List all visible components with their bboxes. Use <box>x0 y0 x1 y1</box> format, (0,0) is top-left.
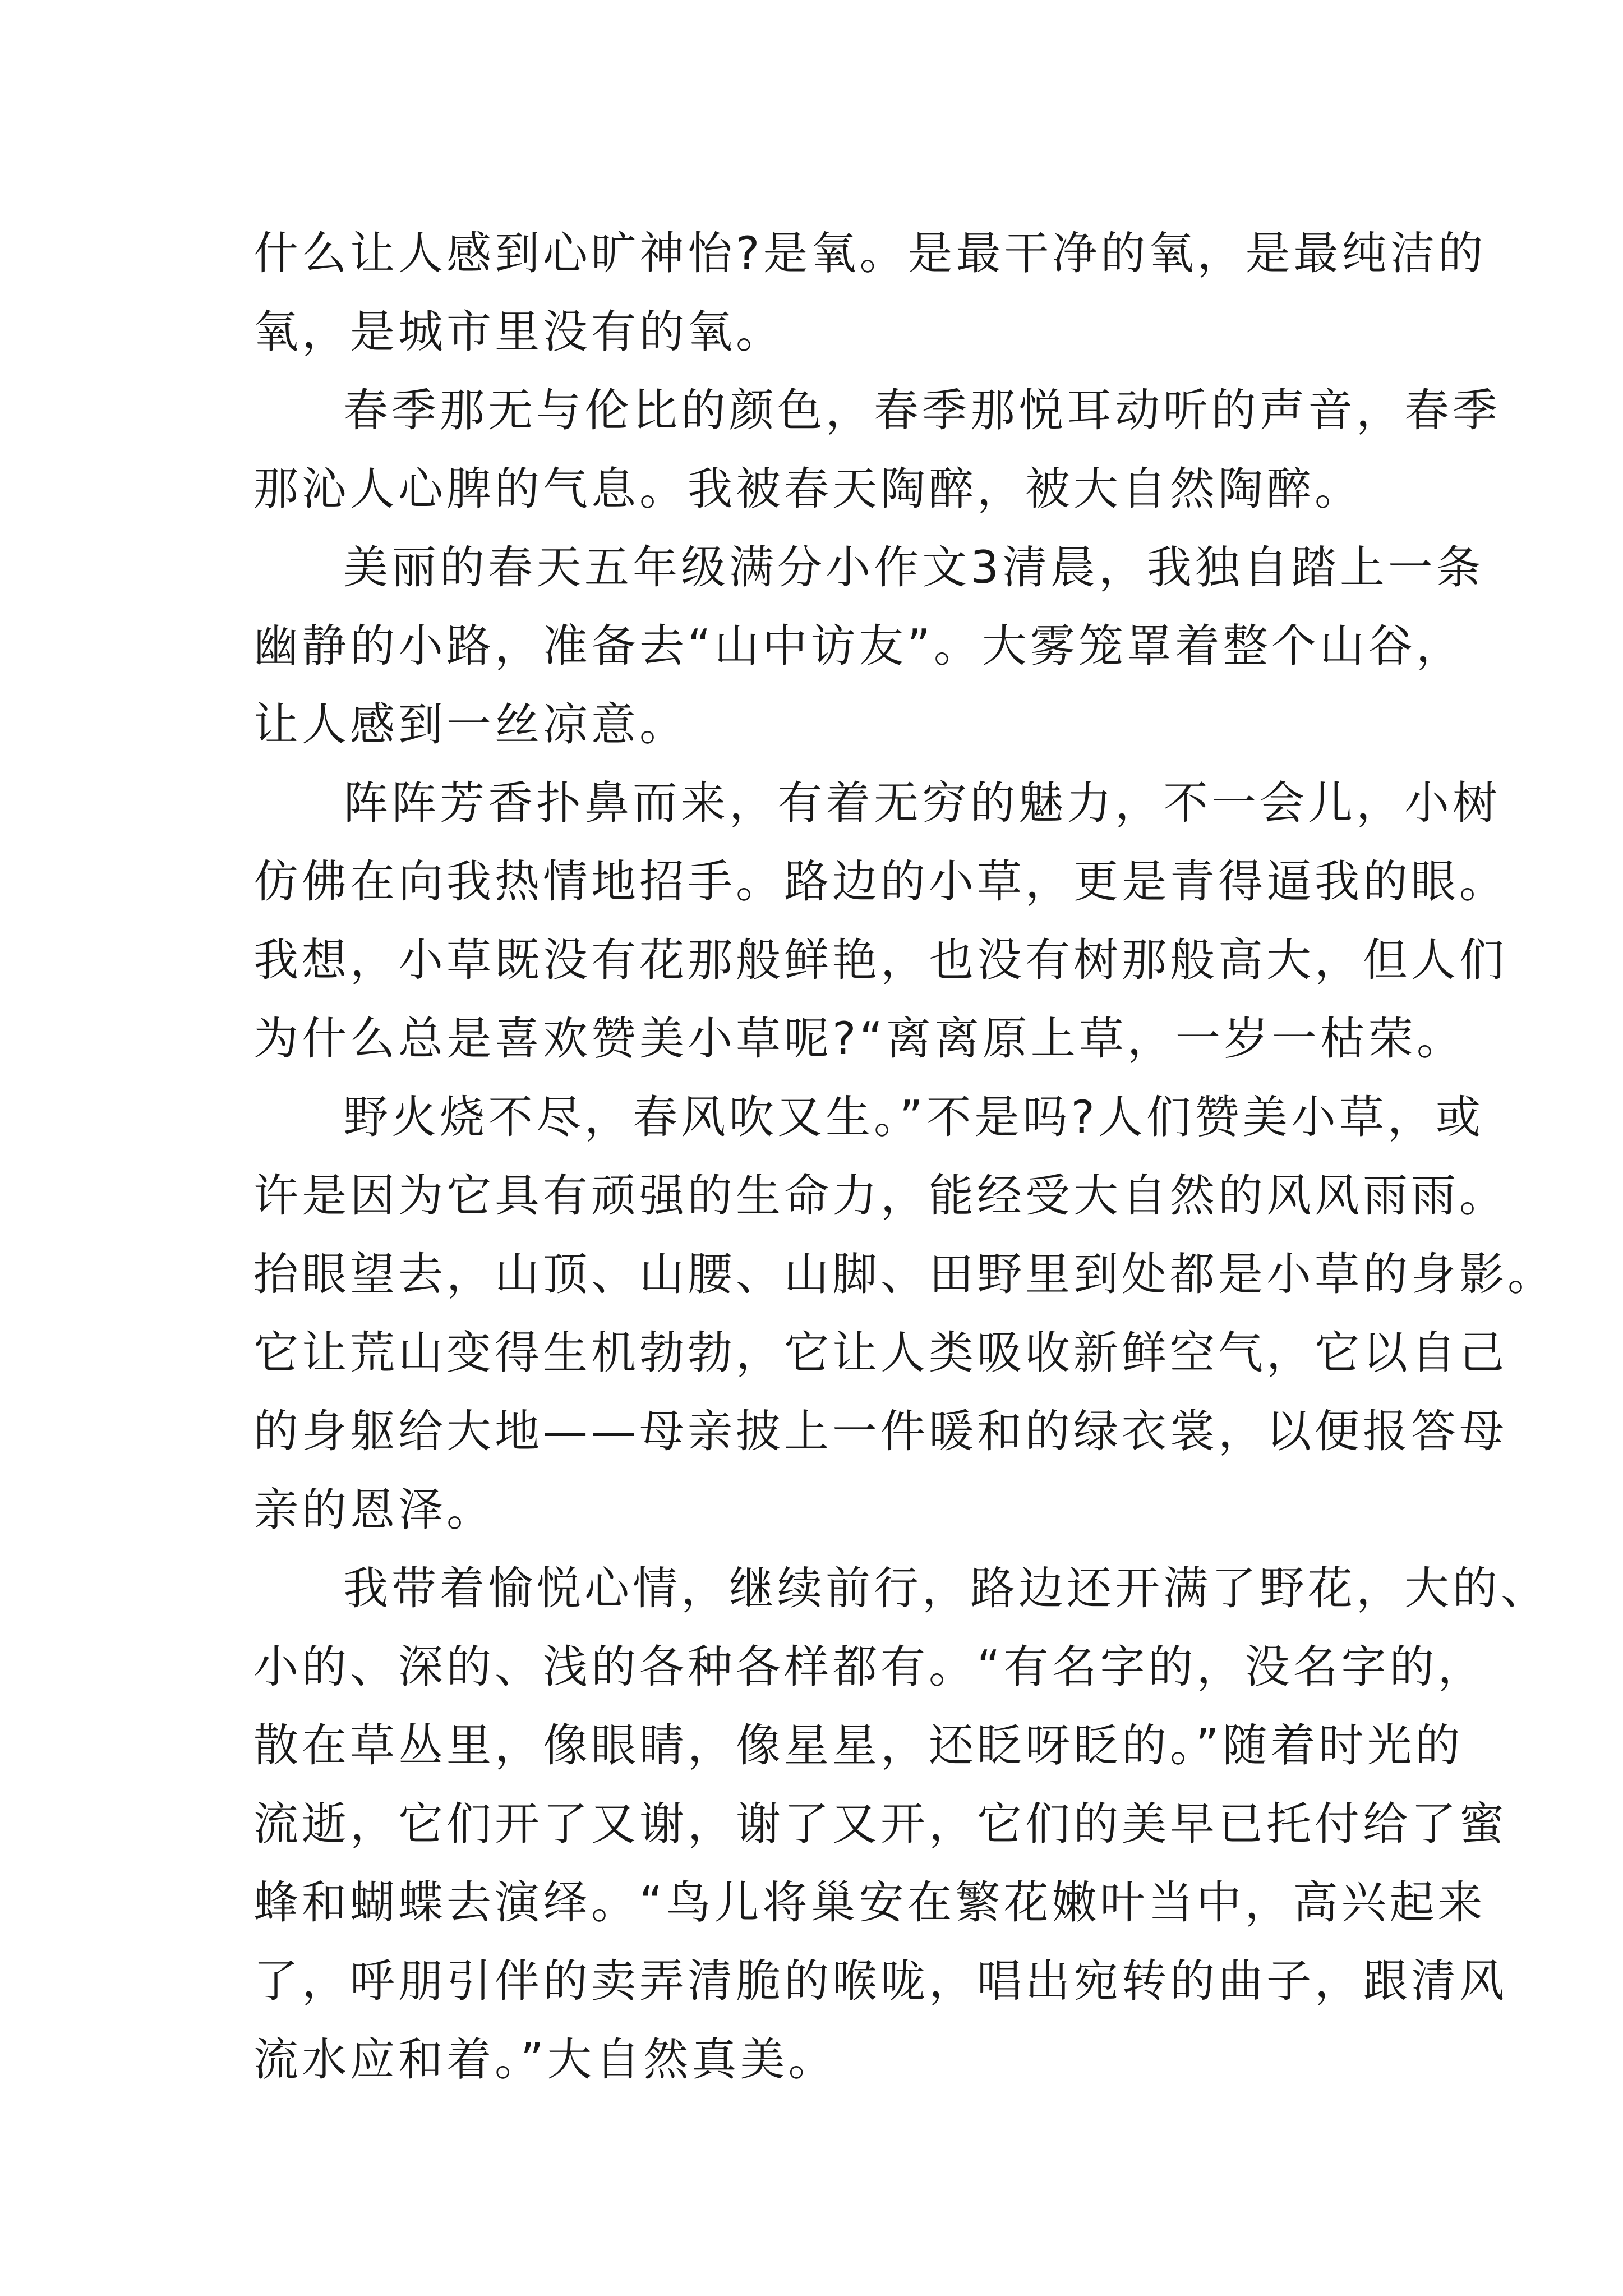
body-text <box>253 214 1556 2099</box>
text-line: 许是因为它具有顽强的生命力，能经受大自然的风风雨雨。 <box>253 1170 1507 1222</box>
text-line: 我想，小草既没有花那般鲜艳，也没有树那般高大，但人们 <box>253 934 1507 986</box>
paragraph-start-line: 美丽的春天五年级满分小作文3清晨，我独自踏上一条 <box>343 541 1484 593</box>
text-line: 什么让人感到心旷神怡?是氧。是最干净的氧，是最纯洁的 <box>253 227 1487 279</box>
text-line: 小的、深的、浅的各种各样都有。“有名字的，没名字的， <box>253 1641 1486 1693</box>
text-line: 让人感到一丝凉意。 <box>253 698 688 751</box>
text-line: 流逝，它们开了又谢，谢了又开，它们的美早已托付给了蜜 <box>253 1798 1507 1850</box>
text-line: 蜂和蝴蝶去演绎。“鸟儿将巢安在繁花嫩叶当中，高兴起来 <box>253 1876 1486 1929</box>
text-line: 它让荒山变得生机勃勃，它让人类吸收新鲜空气，它以自己 <box>253 1327 1507 1379</box>
text-line: 散在草丛里，像眼睛，像星星，还眨呀眨的。”随着时光的 <box>253 1719 1464 1772</box>
text-line: 那沁人心脾的气息。我被春天陶醉，被大自然陶醉。 <box>253 463 1363 515</box>
text-line: 幽静的小路，准备去“山中访友”。大雾笼罩着整个山谷， <box>253 620 1464 672</box>
text-line: 亲的恩泽。 <box>253 1484 495 1536</box>
text-line: 流水应和着。”大自然真美。 <box>253 2033 837 2086</box>
text-line: 仿佛在向我热情地招手。路边的小草，更是青得逼我的眼。 <box>253 855 1507 908</box>
text-line: 了，呼朋引伴的卖弄清脆的喉咙，唱出宛转的曲子，跟清风 <box>253 1955 1507 2007</box>
paragraph-start-line: 阵阵芳香扑鼻而来，有着无穷的魅力，不一会儿，小树 <box>343 777 1501 829</box>
paragraph-start-line: 野火烧不尽，春风吹又生。”不是吗?人们赞美小草，或 <box>343 1091 1484 1143</box>
paragraph-start-line: 春季那无与伦比的颜色，春季那悦耳动听的声音，春季 <box>343 384 1501 436</box>
text-line: 为什么总是喜欢赞美小草呢?“离离原上草，一岁一枯荣。 <box>253 1013 1465 1065</box>
paragraph-start-line: 我带着愉悦心情，继续前行，路边还开满了野花，大的、 <box>343 1562 1549 1614</box>
text-line: 的身躯给大地——母亲披上一件暖和的绿衣裳，以便报答母 <box>253 1405 1507 1457</box>
text-line: 氧，是城市里没有的氧。 <box>253 306 784 358</box>
text-line: 抬眼望去，山顶、山腰、山脚、田野里到处都是小草的身影。 <box>253 1248 1556 1300</box>
